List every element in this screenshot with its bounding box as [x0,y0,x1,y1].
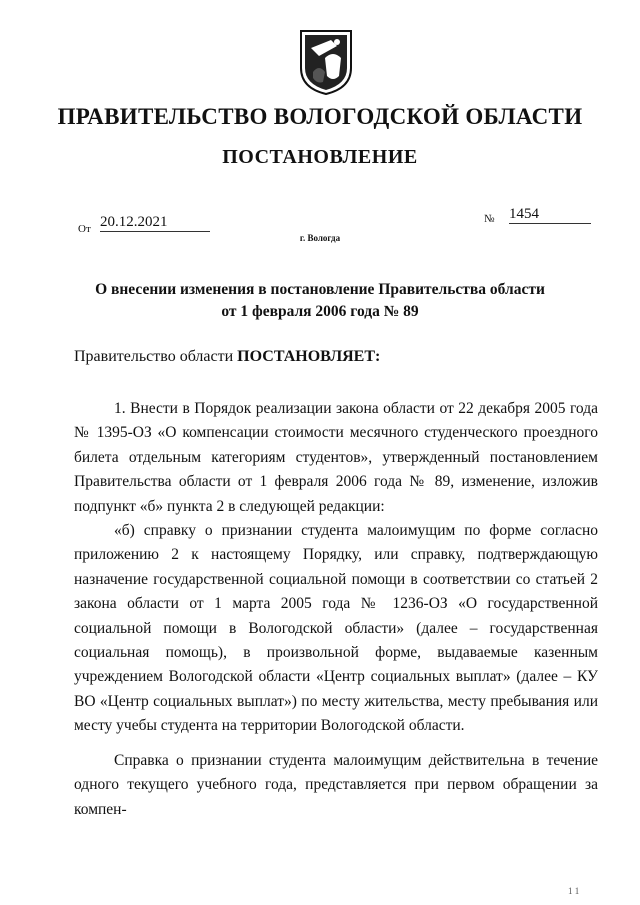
coat-of-arms-icon [297,28,355,96]
preamble-decree: ПОСТАНОВЛЯЕТ: [237,348,381,365]
subject-line-2: от 1 февраля 2006 года № 89 [221,303,419,320]
subject-line-1: О внесении изменения в постановление Правительства области [95,281,545,298]
page-mark: 1 1 [568,886,580,896]
number-label: № [484,213,495,225]
document-subject [0,279,640,323]
preamble-text: Правительство области [74,348,234,365]
paragraph-2: «б) справку о признании студента малоимущим по форме согласно приложению 2 к настоящему Порядку, или справку, подтверждающую назначение государственной социальной помощи в соответствии со статьей 2 закона области от 1 марта 2005 года № 1236-ОЗ «О государственной социальной помощи в Вологодской области» (далее – государственная социальная помощь), в произвольной форме, выдаваемые казенным учреждением Вологодской области «Центр социальных выплат» (далее – КУ ВО «Центр социальных выплат») по месту жительства, месту пребывания или месту учебы студента на территории Вологодской области. [74,522,598,735]
document-type: ПОСТАНОВЛЕНИЕ [222,146,418,168]
organization-title: ПРАВИТЕЛЬСТВО ВОЛОГОДСКОЙ ОБЛАСТИ [57,104,583,129]
document-date: 20.12.2021 [100,214,210,232]
document-body [74,397,598,822]
city: г. Вологда [299,233,341,243]
paragraph-3: Справка о признании студента малоимущим действительна в течение одного текущего учебного года, представляется при первом обращении за компен- [74,751,598,818]
document-number: 1454 [509,206,591,224]
preamble [74,348,380,366]
paragraph-1: 1. Внести в Порядок реализации закона области от 22 декабря 2005 года № 1395-ОЗ «О компенсации стоимости месячного студенческого проездного билета отдельным категориям студентов», утвержденный постановлением Правительства области от 1 февраля 2006 года № 89, изменение, изложив подпункт «б» пункта 2 в следующей редакции: [74,400,598,515]
date-label: От [78,223,91,235]
